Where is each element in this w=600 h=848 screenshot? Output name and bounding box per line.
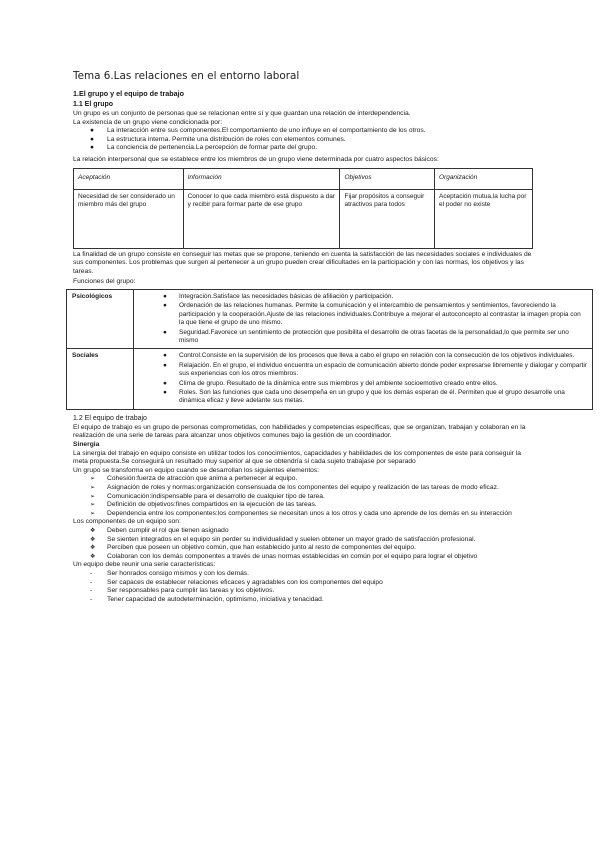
list-item: ❖ Perciben que poseen un objetivo común, que han establecido junto al resto de componentes del equipo. [90, 544, 416, 552]
list-item: - Ser honrados consigo mismos y con los demás. [90, 569, 249, 577]
list-item: ● Roles. Son las funciones que cada uno desempeña en un grupo y que los demás esperan de él. Permiten que el grupo desarrolle una dinámica eficaz y lleve adelante sus metas. [163, 389, 565, 405]
list-item: ● Ordenación de las relaciones humanas. Permite la comunicación y el intercambio de pensamientos y sentimientos, favoreciendo la participación y la cooperación.Ajuste de las relaciones individuales.Contribuye a mejorar el autoconcepto al contrastar la imagen propia con la que tiene el grupo de uno mismo. [163, 302, 581, 327]
group-finality: La finalidad de un grupo consiste en conseguir las metas que se propone, teniendo en cuenta la satisfacción de las necesidades sociales e individuales de sus componentes. Los problemas que surgen al pertenecer a un grupo pueden crear dificultades en la participación y con las normas, los objetivos y las tareas. [73, 250, 532, 275]
table-cell: Conocer lo que cada miembro está dispuesto a dar y recibir para formar parte de ese grupo [183, 189, 340, 248]
list-item: ● La estructura interna. Permite una distribución de roles con elementos comunes. [90, 135, 346, 143]
dash-bullet-icon: - [90, 578, 93, 586]
arrow-bullet-icon: ➢ [90, 510, 96, 517]
table-cell: Necesidad de ser considerado un miembro más del grupo [74, 189, 184, 248]
members-intro: Los componentes de un equipo son: [73, 518, 181, 526]
document-title: Tema 6.Las relaciones en el entorno laboral [73, 70, 300, 82]
table-cell: Aceptación mutua,la lucha por el poder no existe [434, 189, 532, 248]
list-item: ● Relajación. En el grupo, el individuo encuentra un espacio de comunicación abierto donde poder expresarse libremente y dialogar y compartir sus experiencias con los otros miembros. [163, 361, 587, 378]
bullet-icon: ● [163, 302, 167, 310]
synergy-title: Sinergia [73, 441, 100, 448]
bullet-icon: ● [163, 389, 167, 396]
diamond-bullet-icon: ❖ [90, 536, 96, 543]
diamond-bullet-icon: ❖ [90, 527, 96, 534]
list-item: ➢ Cohesión:fuerza de atracción que anima a pertenecer al equipo. [90, 475, 298, 483]
bullet-icon: ● [163, 328, 167, 336]
relation-intro: La relación interpersonal que se establece entre los miembros de un grupo viene determinada por cuatro aspectos básicos: [73, 155, 439, 163]
list-item: ❖ Se sienten integrados en el equipo sin perder su individualidad y suelen obtener un mayor grado de satisfacción profesional. [90, 535, 476, 543]
transform-intro: Un grupo se transforma en equipo cuando se desarrollan los siguientes elementos: [73, 466, 320, 474]
function-category-label: Sociales [67, 349, 134, 409]
list-item: ● Control.Consiste en la supervisión de los procesos que lleva a cabo el grupo en relación con la consecución de los objetivos individuales. [163, 352, 575, 360]
function-category-items [134, 289, 593, 348]
functions-table [66, 289, 593, 410]
aspects-table [73, 168, 533, 249]
table-header-cell: Aceptación [74, 168, 184, 189]
members-list [73, 527, 533, 561]
arrow-bullet-icon: ➢ [90, 484, 96, 491]
list-item: ➢ Dependencia entre los componentes:los componentes se necesitan unos a los otros y cada uno aprende de los demás en su interacción [90, 509, 512, 517]
list-item: ➢ Asignación de roles y normas:organización consensuada de los componentes del equipo y realización de las tareas de modo eficaz. [90, 483, 499, 491]
list-item: ● Seguridad.Favorece un sentimiento de protección que posibilita el desarrollo de otras facetas de la personalidad,lo que permite ser uno mismo [163, 328, 569, 344]
synergy-text: La sinergia del trabajo en equipo consiste en utilizar todos los conocimientos, capacidades y habilidades de los componentes de este para conseguir la meta propuesta.Se conseguirá un resultado muy superior al que se obtendría si cada sujeto trabajase por separado [73, 449, 521, 466]
table-cell: Fijar propósitos a conseguir atractivos para todos [340, 189, 435, 248]
team-definition: El equipo de trabajo es un grupo de personas comprometidas, con habilidades y competencias específicas, que se organizan, trabajan y colaboran en la realización de una serie de tareas para alcanzar unos objetivos comunes bajo la gestión de un coordinador. [73, 423, 526, 440]
list-item: ● Integración.Satisface las necesidades básicas de afiliación y participación. [163, 292, 394, 300]
document-page [72, 70, 587, 604]
section-heading-1-2: 1.2 El equipo de trabajo [73, 414, 147, 422]
list-item: ❖ Colaboran con los demás componentes a través de unas normas establecidas en común por el equipo para lograr el objetivo [90, 552, 478, 560]
function-category-label: Psicológicos [67, 289, 134, 348]
bullet-icon: ● [90, 127, 95, 135]
bullet-icon: ● [90, 144, 95, 152]
arrow-bullet-icon: ➢ [90, 502, 96, 509]
diamond-bullet-icon: ❖ [90, 545, 96, 552]
group-conditions-intro: La existencia de un grupo viene condicionada por: [73, 118, 223, 126]
list-item: ➢ Definición de objetivos:fines compartidos en la ejecución de las tareas. [90, 501, 317, 509]
list-item: - Ser responsables para cumplir las tareas y los objetivos. [90, 587, 275, 595]
table-header-cell: Objetivos [340, 168, 435, 189]
table-header-cell: Información [183, 168, 340, 189]
elements-list [73, 475, 533, 518]
bullet-icon: ● [90, 135, 95, 143]
function-category-items [134, 349, 593, 409]
section-heading-1: 1.El grupo y el equipo de trabajo [73, 89, 185, 98]
section-heading-1-1: 1.1 El grupo [73, 101, 114, 108]
list-item: ● La interacción entre sus componentes.El comportamiento de uno influye en el comportamiento de los otros. [90, 127, 426, 135]
list-item: ➢ Comunicación:indispensable para el desarrollo de cualquier tipo de tarea. [90, 492, 325, 500]
bullet-icon: ● [163, 361, 167, 369]
group-definition: Un grupo es un conjunto de personas que se relacionan entre sí y que guardan una relación de interdependencia. [73, 110, 411, 117]
functions-label: Funciones del grupo: [73, 278, 136, 286]
list-item: - Ser capaces de establecer relaciones eficaces y agradables con los componentes del equipo [90, 578, 383, 586]
list-item: ● La conciencia de pertenencia.La percepción de formar parte del grupo. [90, 144, 318, 152]
dash-bullet-icon: - [90, 595, 93, 603]
list-item: ● Clima de grupo. Resultado de la dinámica entre sus miembros y del ambiente socioemotivo creado entre ellos. [163, 379, 498, 387]
dash-bullet-icon: - [90, 587, 93, 595]
conditions-list [73, 127, 533, 153]
arrow-bullet-icon: ➢ [90, 493, 96, 500]
bullet-icon: ● [163, 352, 167, 360]
diamond-bullet-icon: ❖ [90, 553, 96, 560]
traits-list [73, 570, 533, 604]
bullet-icon: ● [163, 292, 167, 300]
traits-intro: Un equipo debe reunir una serie características: [73, 561, 216, 569]
arrow-bullet-icon: ➢ [90, 476, 96, 483]
list-item: - Tener capacidad de autodeterminación, optimismo, iniciativa y tenacidad. [90, 595, 324, 603]
bullet-icon: ● [163, 379, 167, 387]
dash-bullet-icon: - [90, 569, 93, 577]
table-header-cell: Organización [434, 168, 532, 189]
list-item: ❖ Deben cumplir el rol que tienen asignado [90, 526, 229, 534]
